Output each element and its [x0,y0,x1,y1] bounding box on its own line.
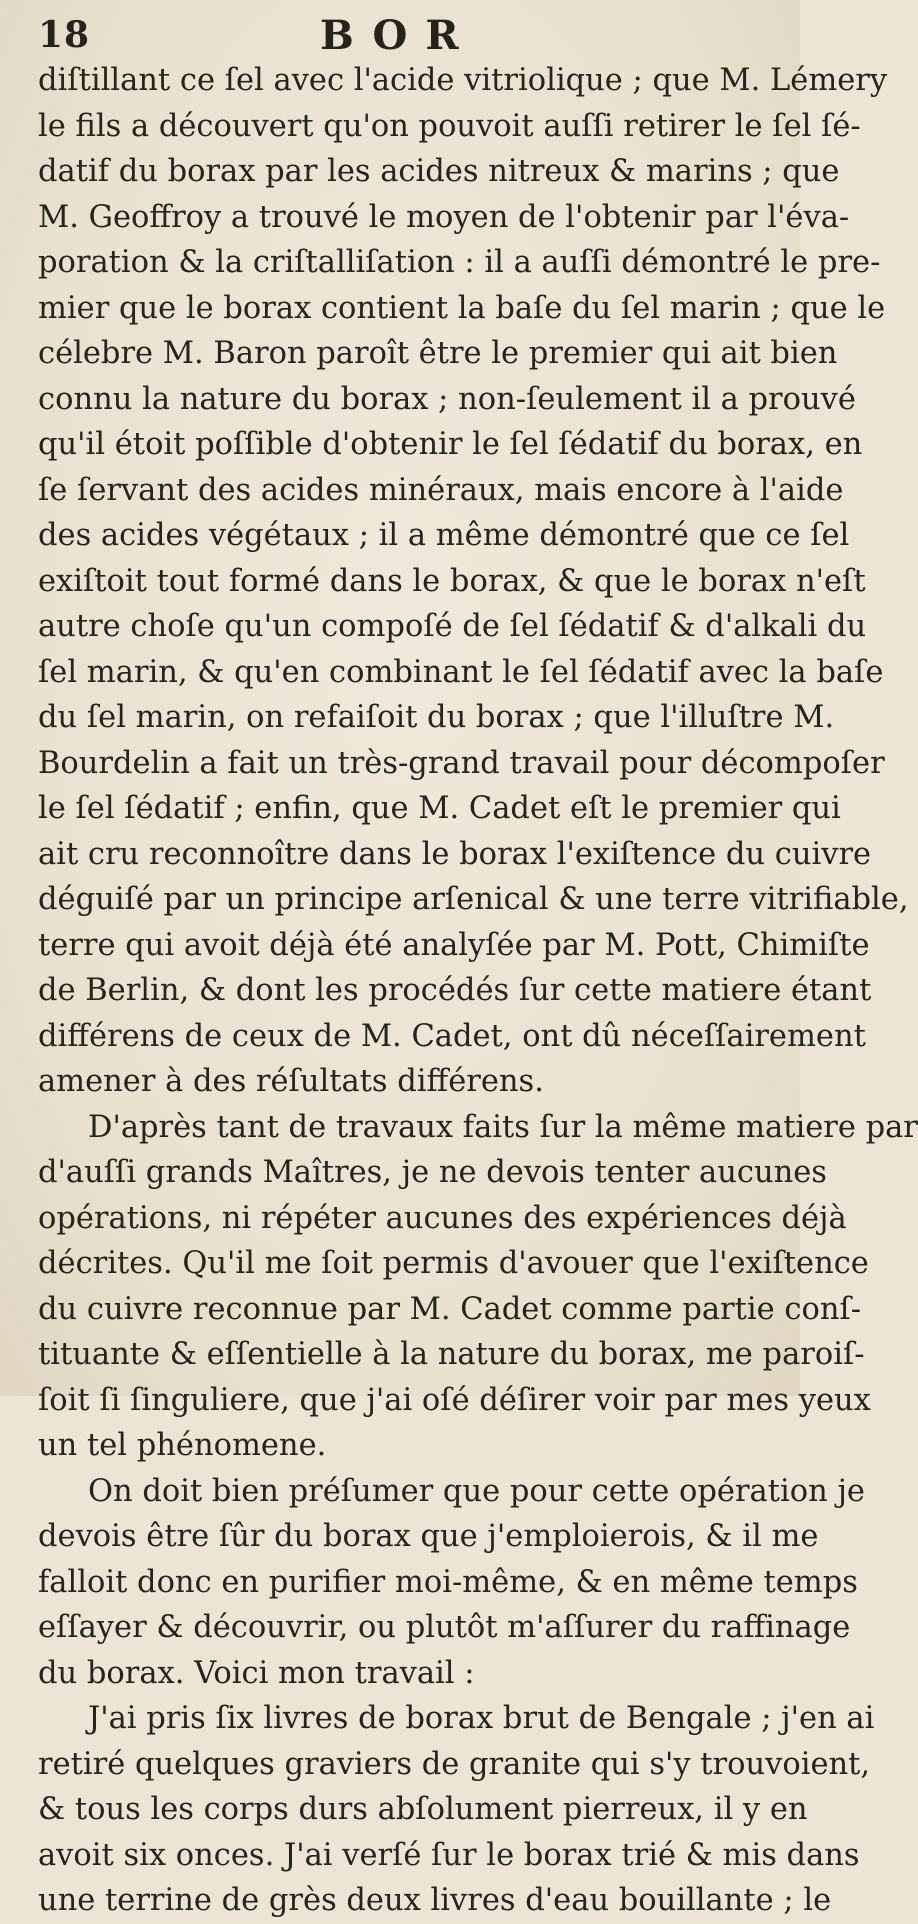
text-line: mier que le borax contient la baſe du ſel marin ; que le [38,290,886,326]
text-line: qu'il étoit poſſible d'obtenir le ſel ſédatif du borax, en [38,427,863,462]
text-line: eſſayer & découvrir, ou plutôt m'aſſurer du raffinage [38,1610,851,1645]
text-line: différens de ceux de M. Cadet, ont dû néceſſairement [38,1018,866,1054]
text-line: diſtillant ce ſel avec l'acide vitriolique ; que M. Lémery [38,63,888,98]
text-line: exiſtoit tout formé dans le borax, & que le borax n'eſt [38,563,866,599]
text-line: falloit donc en purifier moi-même, & en même temps [38,1564,858,1600]
text-line: des acides végétaux ; il a même démontré que ce ſel [38,518,850,553]
text-line: autre choſe qu'un compoſé de ſel ſédatif & d'alkali du [38,609,867,644]
text-line: M. Geoffroy a trouvé le moyen de l'obtenir par l'éva- [38,199,850,235]
text-line: ſe ſervant des acides minéraux, mais encore à l'aide [38,472,844,508]
text-line: ſel marin, & qu'en combinant le ſel ſédatif avec la baſe [38,654,884,690]
page-header [30,8,770,60]
text-line: le fils a découvert qu'on pouvoit auſſi retirer le ſel ſé- [38,108,861,144]
text-line: du borax. Voici mon travail : [38,1655,475,1691]
text-line: Bourdelin a fait un très-grand travail pour décompoſer [38,745,885,781]
text-line: ait cru reconnoître dans le borax l'exiſtence du cuivre [38,836,872,872]
text-line: une terrine de grès deux livres d'eau bouillante ; le [38,1883,832,1918]
text-line: connu la nature du borax ; non-ſeulement il a prouvé [38,381,856,417]
text-line: datif du borax par les acides nitreux & marins ; que [38,154,840,189]
running-head: BOR [320,12,477,59]
text-line: du ſel marin, on refaiſoit du borax ; que l'illuſtre M. [38,700,835,735]
text-line: terre qui avoit déjà été analyſée par M. Pott, Chimiſte [38,927,870,963]
text-line: avoit six onces. J'ai verſé ſur le borax trié & mis dans [38,1837,860,1873]
text-line: opérations, ni répéter aucunes des expériences déjà [38,1200,847,1236]
text-line: déguiſé par un principe arſenical & une terre vitrifiable, [38,882,909,917]
text-line: tituante & eſſentielle à la nature du borax, me paroiſ- [38,1337,865,1372]
text-line: le ſel ſédatif ; enfin, que M. Cadet eſt le premier qui [38,791,841,826]
text-line: décrites. Qu'il me ſoit permis d'avouer que l'exiſtence [38,1246,869,1281]
text-line: devois être ſûr du borax que j'emploierois, & il me [38,1519,819,1554]
text-line: d'auſſi grands Maîtres, je ne devois tenter aucunes [38,1155,827,1190]
paragraph-start-line: On doit bien préſumer que pour cette opération je [88,1473,865,1509]
page-number: 18 [38,14,91,56]
text-line: célebre M. Baron paroît être le premier qui ait bien [38,336,838,371]
text-line: & tous les corps durs abſolument pierreux, il y en [38,1792,808,1827]
paragraph-start-line: D'après tant de travaux faits ſur la même matiere par [88,1109,918,1145]
text-line: retiré quelques graviers de granite qui s'y trouvoient, [38,1746,871,1782]
text-line: du cuivre reconnue par M. Cadet comme partie conſ- [38,1291,862,1327]
text-line: de Berlin, & dont les procédés ſur cette matiere étant [38,973,872,1008]
text-line: amener à des réſultats différens. [38,1064,544,1099]
text-line: poration & la criſtalliſation : il a auſſi démontré le pre- [38,245,881,280]
body-text [38,58,918,1924]
text-line: ſoit ſi ſinguliere, que j'ai oſé déſirer voir par mes yeux [38,1382,871,1418]
text-line: un tel phénomene. [38,1428,327,1463]
paragraph-start-line: J'ai pris ſix livres de borax brut de Bengale ; j'en ai [88,1701,875,1736]
